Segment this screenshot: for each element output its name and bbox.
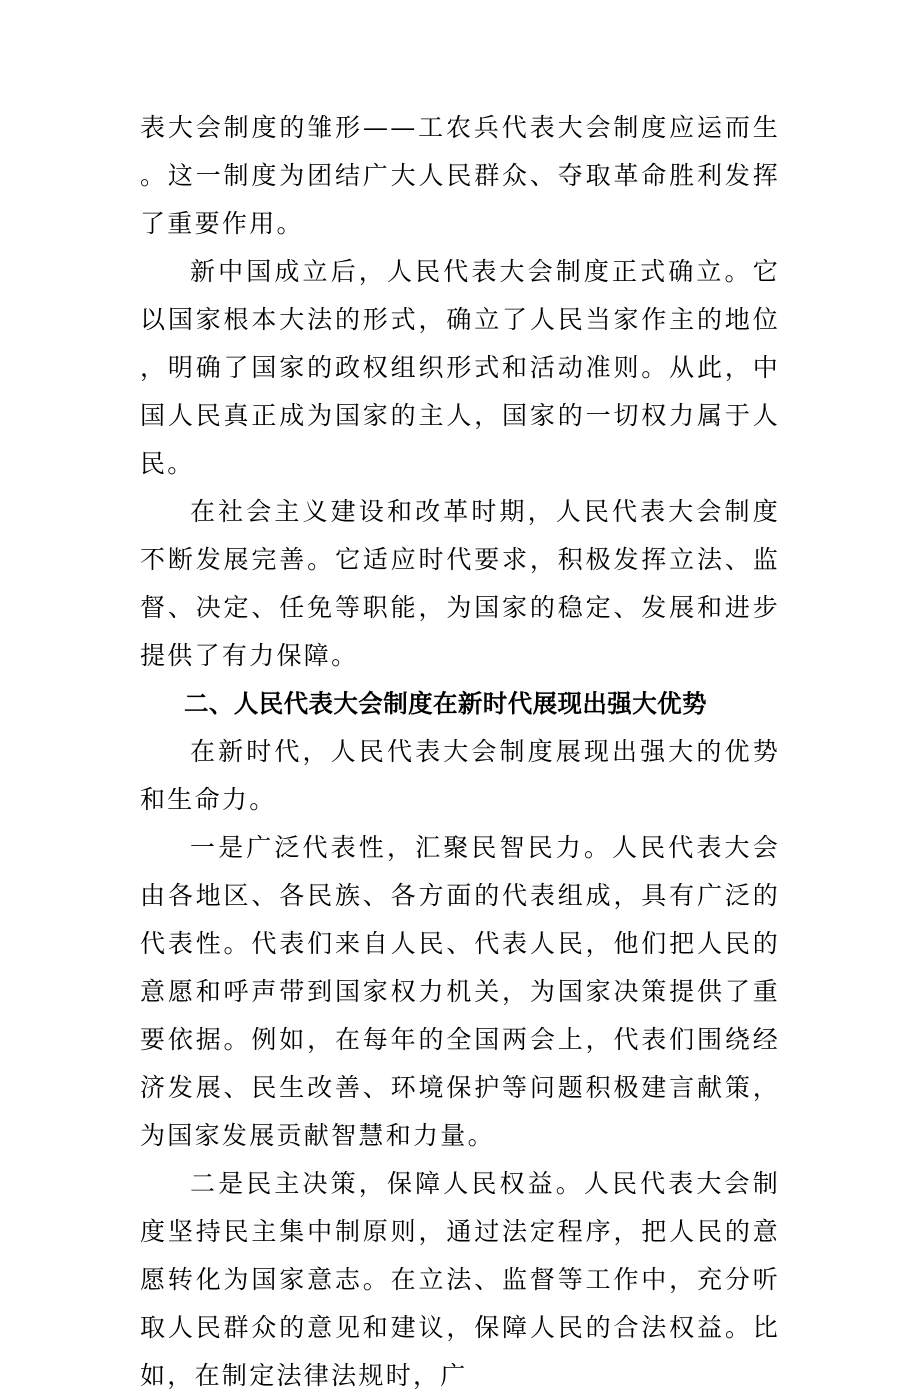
paragraph-point-two: 二是民主决策，保障人民权益。人民代表大会制度坚持民主集中制原则，通过法定程序，把人民的意愿转化为国家意志。在立法、监督等工作中，充分听取人民群众的意见和建议，保障人民的合法权益。比如，在制定法律法规时，广 [140, 1169, 780, 1390]
section-heading: 二、人民代表大会制度在新时代展现出强大优势 [184, 689, 707, 718]
paragraph-point-one: 一是广泛代表性，汇聚民智民力。人民代表大会由各地区、各民族、各方面的代表组成，具有广泛的代表性。代表们来自人民、代表人民，他们把人民的意愿和呼声带到国家权力机关，为国家决策提供了重要依据。例如，在每年的全国两会上，代表们围绕经济发展、民生改善、环境保护等问题积极建言献策，为国家发展贡献智慧和力量。 [140, 833, 780, 1150]
paragraph-continuation: 表大会制度的雏形——工农兵代表大会制度应运而生。这一制度为团结广大人民群众、夺取革命胜利发挥了重要作用。 [140, 113, 780, 238]
paragraph-new-era-intro: 在新时代，人民代表大会制度展现出强大的优势和生命力。 [140, 737, 780, 814]
paragraph-founding: 新中国成立后，人民代表大会制度正式确立。它以国家根本大法的形式，确立了人民当家作主的地位，明确了国家的政权组织形式和活动准则。从此，中国人民真正成为国家的主人，国家的一切权力属于人民。 [140, 257, 780, 478]
document-page [140, 104, 780, 1400]
paragraph-reform-era: 在社会主义建设和改革时期，人民代表大会制度不断发展完善。它适应时代要求，积极发挥立法、监督、决定、任免等职能，为国家的稳定、发展和进步提供了有力保障。 [140, 497, 780, 670]
